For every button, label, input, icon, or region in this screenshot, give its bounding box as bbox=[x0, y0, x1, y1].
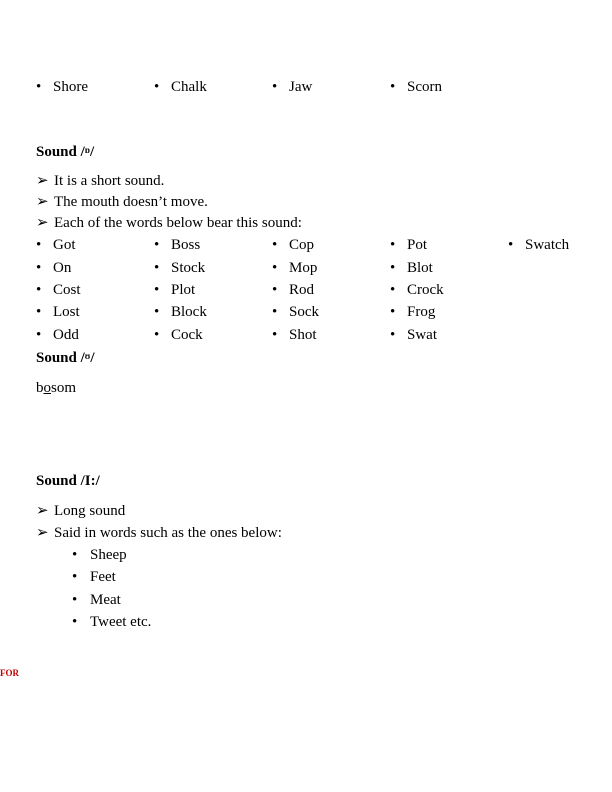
arrow-bullet-icon: ➢ bbox=[36, 503, 49, 519]
phonetic-symbol: ɒ bbox=[84, 145, 90, 155]
list-item: • Chalk bbox=[154, 79, 207, 95]
list-item: • Block bbox=[154, 304, 207, 320]
bullet-icon: • bbox=[36, 79, 42, 95]
bullet-icon: • bbox=[154, 327, 160, 343]
list-item: • Odd bbox=[36, 327, 79, 343]
bullet-icon: • bbox=[154, 260, 160, 276]
bullet-icon: • bbox=[36, 327, 42, 343]
list-item: • Cop bbox=[272, 237, 315, 253]
list-item: • Mop bbox=[272, 260, 318, 276]
point-item: ➢ Said in words such as the ones below: bbox=[36, 525, 282, 541]
bullet-icon: • bbox=[36, 237, 42, 253]
list-item: • Swatch bbox=[508, 237, 570, 253]
bullet-icon: • bbox=[390, 260, 396, 276]
bullet-icon: • bbox=[72, 614, 78, 630]
footer-mark: FOR bbox=[0, 668, 19, 678]
list-item: • Rod bbox=[272, 282, 315, 298]
bullet-icon: • bbox=[272, 79, 278, 95]
point-item: ➢ The mouth doesn’t move. bbox=[36, 194, 208, 210]
arrow-bullet-icon: ➢ bbox=[36, 525, 49, 541]
bullet-icon: • bbox=[36, 282, 42, 298]
list-item: • Pot bbox=[390, 237, 428, 253]
bullet-icon: • bbox=[72, 592, 78, 608]
list-item: • Got bbox=[36, 237, 76, 253]
list-item: • Tweet etc. bbox=[72, 614, 152, 630]
bullet-icon: • bbox=[390, 282, 396, 298]
underlined-letter: o bbox=[43, 380, 51, 396]
bullet-icon: • bbox=[390, 79, 396, 95]
point-item: ➢ Long sound bbox=[36, 503, 126, 519]
bullet-icon: • bbox=[72, 569, 78, 585]
bullet-icon: • bbox=[508, 237, 514, 253]
bullet-icon: • bbox=[36, 304, 42, 320]
list-item: • Swat bbox=[390, 327, 437, 343]
list-item: • Sheep bbox=[72, 547, 127, 563]
arrow-bullet-icon: ➢ bbox=[36, 215, 49, 231]
bullet-icon: • bbox=[272, 260, 278, 276]
bullet-icon: • bbox=[36, 260, 42, 276]
point-item: ➢ Each of the words below bear this sound: bbox=[36, 215, 302, 231]
arrow-bullet-icon: ➢ bbox=[36, 194, 49, 210]
list-item: • Shore bbox=[36, 79, 88, 95]
section-heading-short-o: Sound /$^ɒ$/ bbox=[36, 144, 95, 160]
list-item: • Boss bbox=[154, 237, 201, 253]
list-item: • Lost bbox=[36, 304, 80, 320]
bullet-icon: • bbox=[272, 327, 278, 343]
list-item: • Scorn bbox=[390, 79, 442, 95]
list-item: • Shot bbox=[272, 327, 317, 343]
list-item: • Jaw bbox=[272, 79, 313, 95]
bullet-icon: • bbox=[272, 304, 278, 320]
list-item: • Plot bbox=[154, 282, 196, 298]
bullet-icon: • bbox=[390, 237, 396, 253]
list-item: • Cost bbox=[36, 282, 81, 298]
bullet-icon: • bbox=[72, 547, 78, 563]
list-item: • Frog bbox=[390, 304, 436, 320]
list-item: • Meat bbox=[72, 592, 121, 608]
bullet-icon: • bbox=[154, 79, 160, 95]
bullet-icon: • bbox=[154, 304, 160, 320]
list-item: • Stock bbox=[154, 260, 206, 276]
phonetic-symbol: ʊ bbox=[84, 351, 91, 361]
example-word: bosom bbox=[36, 380, 77, 396]
bullet-icon: • bbox=[154, 237, 160, 253]
arrow-bullet-icon: ➢ bbox=[36, 173, 49, 189]
point-item: ➢ It is a short sound. bbox=[36, 173, 165, 189]
bullet-icon: • bbox=[390, 327, 396, 343]
list-item: • On bbox=[36, 260, 72, 276]
section-heading-short-u: Sound /$^ʊ$/ bbox=[36, 350, 95, 366]
bullet-icon: • bbox=[390, 304, 396, 320]
list-item: • Blot bbox=[390, 260, 433, 276]
bullet-icon: • bbox=[272, 282, 278, 298]
section-heading-long-i: Sound /I:/ bbox=[36, 473, 100, 489]
list-item: • Crock bbox=[390, 282, 444, 298]
list-item: • Cock bbox=[154, 327, 203, 343]
list-item: • Feet bbox=[72, 569, 116, 585]
list-item: • Sock bbox=[272, 304, 319, 320]
bullet-icon: • bbox=[154, 282, 160, 298]
bullet-icon: • bbox=[272, 237, 278, 253]
